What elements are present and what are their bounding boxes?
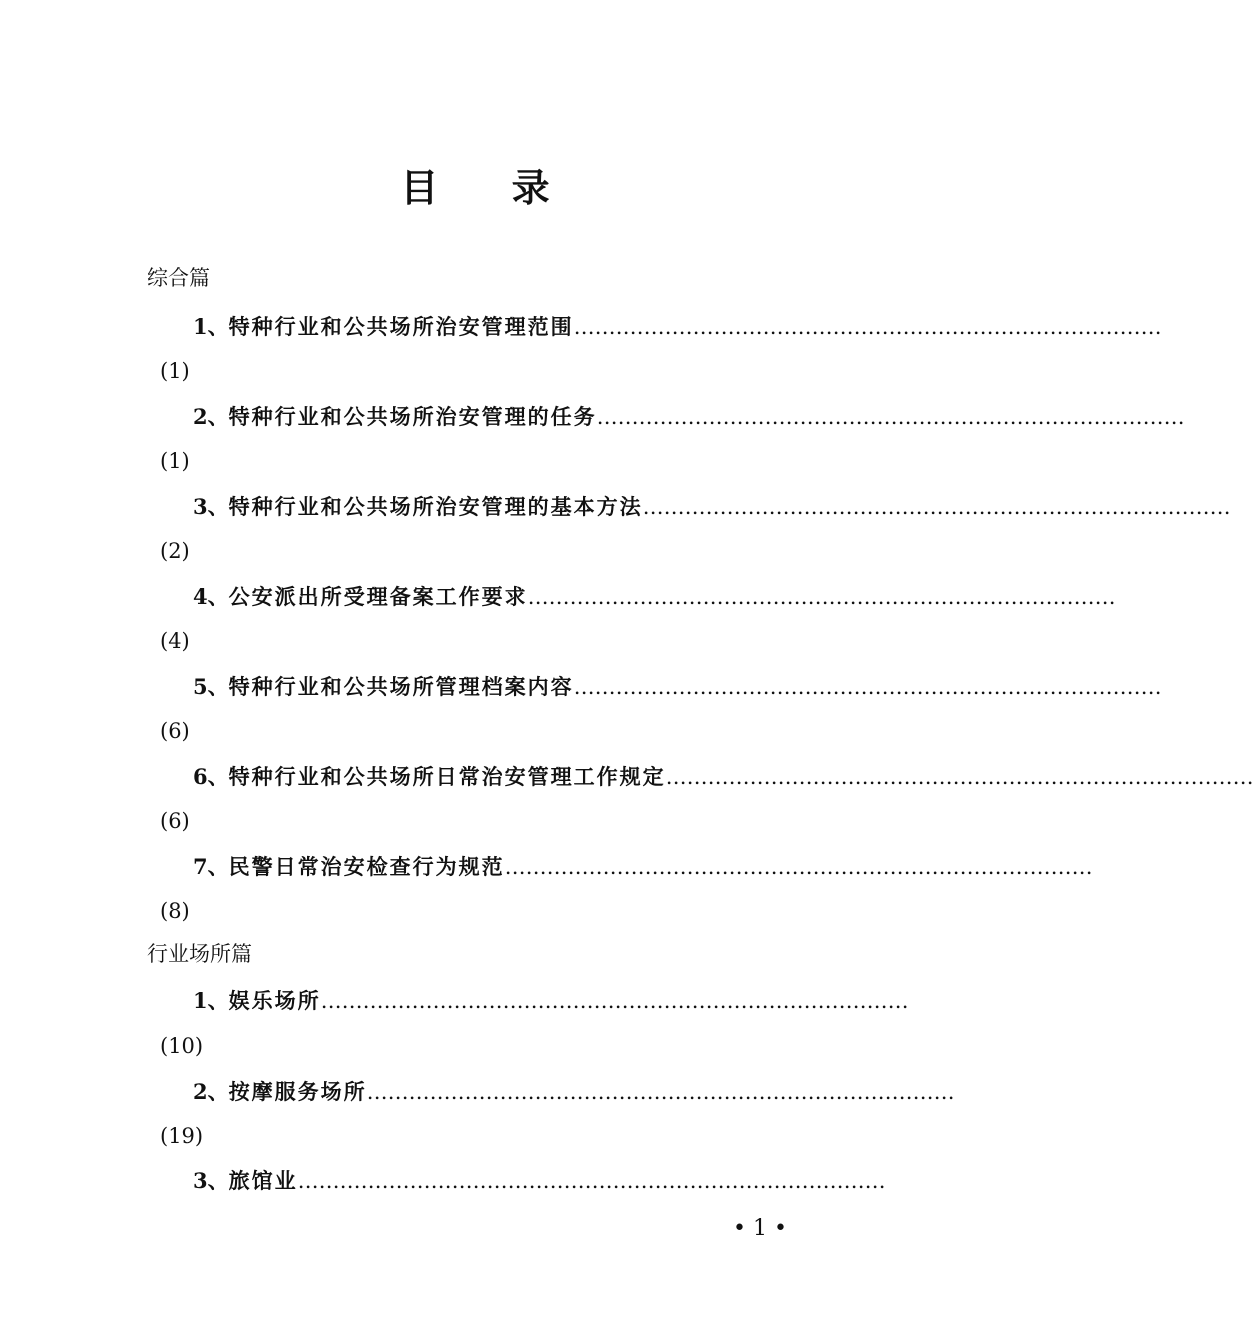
toc-entry[interactable] — [193, 492, 1231, 522]
entry-number: 2、 — [193, 404, 229, 429]
entry-title: 公安派出所受理备案工作要求 — [228, 584, 528, 609]
entry-number: 5、 — [193, 674, 229, 699]
dot-leader: ………………………………………………………………………… — [297, 1169, 886, 1193]
entry-title: 民警日常治安检查行为规范 — [228, 854, 505, 879]
entry-title: 特种行业和公共场所管理档案内容 — [228, 674, 574, 699]
section-heading-general: 综合篇 — [147, 266, 210, 290]
dot-leader: ………………………………………………………………………… — [527, 585, 1116, 609]
entry-number: 2、 — [193, 1079, 229, 1104]
entry-title: 特种行业和公共场所治安管理的任务 — [228, 404, 597, 429]
dot-leader: ………………………………………………………………………… — [573, 315, 1162, 339]
toc-entry[interactable] — [193, 672, 1162, 702]
section-heading-venues: 行业场所篇 — [147, 942, 252, 966]
entry-page: (4) — [160, 629, 190, 653]
dot-leader: ………………………………………………………………………… — [642, 495, 1231, 519]
dot-leader: ………………………………………………………………………… — [504, 855, 1093, 879]
entry-number: 1、 — [193, 314, 229, 339]
entry-number: 3、 — [193, 1168, 229, 1193]
toc-entry[interactable] — [193, 312, 1162, 342]
entry-title: 按摩服务场所 — [228, 1079, 367, 1104]
entry-page: (10) — [160, 1034, 204, 1058]
entry-title: 娱乐场所 — [228, 988, 321, 1013]
entry-page: (2) — [160, 539, 190, 563]
entry-number: 3、 — [193, 494, 229, 519]
entry-title: 特种行业和公共场所治安管理范围 — [228, 314, 574, 339]
toc-entry[interactable] — [193, 582, 1116, 612]
toc-entry[interactable] — [193, 852, 1093, 882]
toc-title: 目 录 — [400, 165, 580, 210]
entry-number: 4、 — [193, 584, 229, 609]
entry-title: 特种行业和公共场所治安管理的基本方法 — [228, 494, 643, 519]
toc-entry[interactable] — [193, 986, 909, 1016]
entry-page: (19) — [160, 1124, 204, 1148]
entry-number: 6、 — [193, 764, 229, 789]
dot-leader: ………………………………………………………………………… — [596, 405, 1185, 429]
entry-title: 特种行业和公共场所日常治安管理工作规定 — [228, 764, 666, 789]
entry-page: (8) — [160, 899, 190, 923]
toc-entry[interactable] — [193, 1166, 886, 1196]
entry-number: 1、 — [193, 988, 229, 1013]
dot-leader: ………………………………………………………………………… — [665, 765, 1254, 789]
entry-number: 7、 — [193, 854, 229, 879]
dot-leader: ………………………………………………………………………… — [573, 675, 1162, 699]
dot-leader: ………………………………………………………………………… — [366, 1080, 955, 1104]
entry-page: (1) — [160, 359, 190, 383]
entry-title: 旅馆业 — [228, 1168, 298, 1193]
toc-entry[interactable] — [193, 762, 1254, 792]
toc-entry[interactable] — [193, 1077, 955, 1107]
dot-leader: ………………………………………………………………………… — [320, 989, 909, 1013]
entry-page: (6) — [160, 719, 190, 743]
entry-page: (1) — [160, 449, 190, 473]
toc-entry[interactable] — [193, 402, 1185, 432]
page-number: • 1 • — [733, 1216, 787, 1241]
entry-page: (6) — [160, 809, 190, 833]
